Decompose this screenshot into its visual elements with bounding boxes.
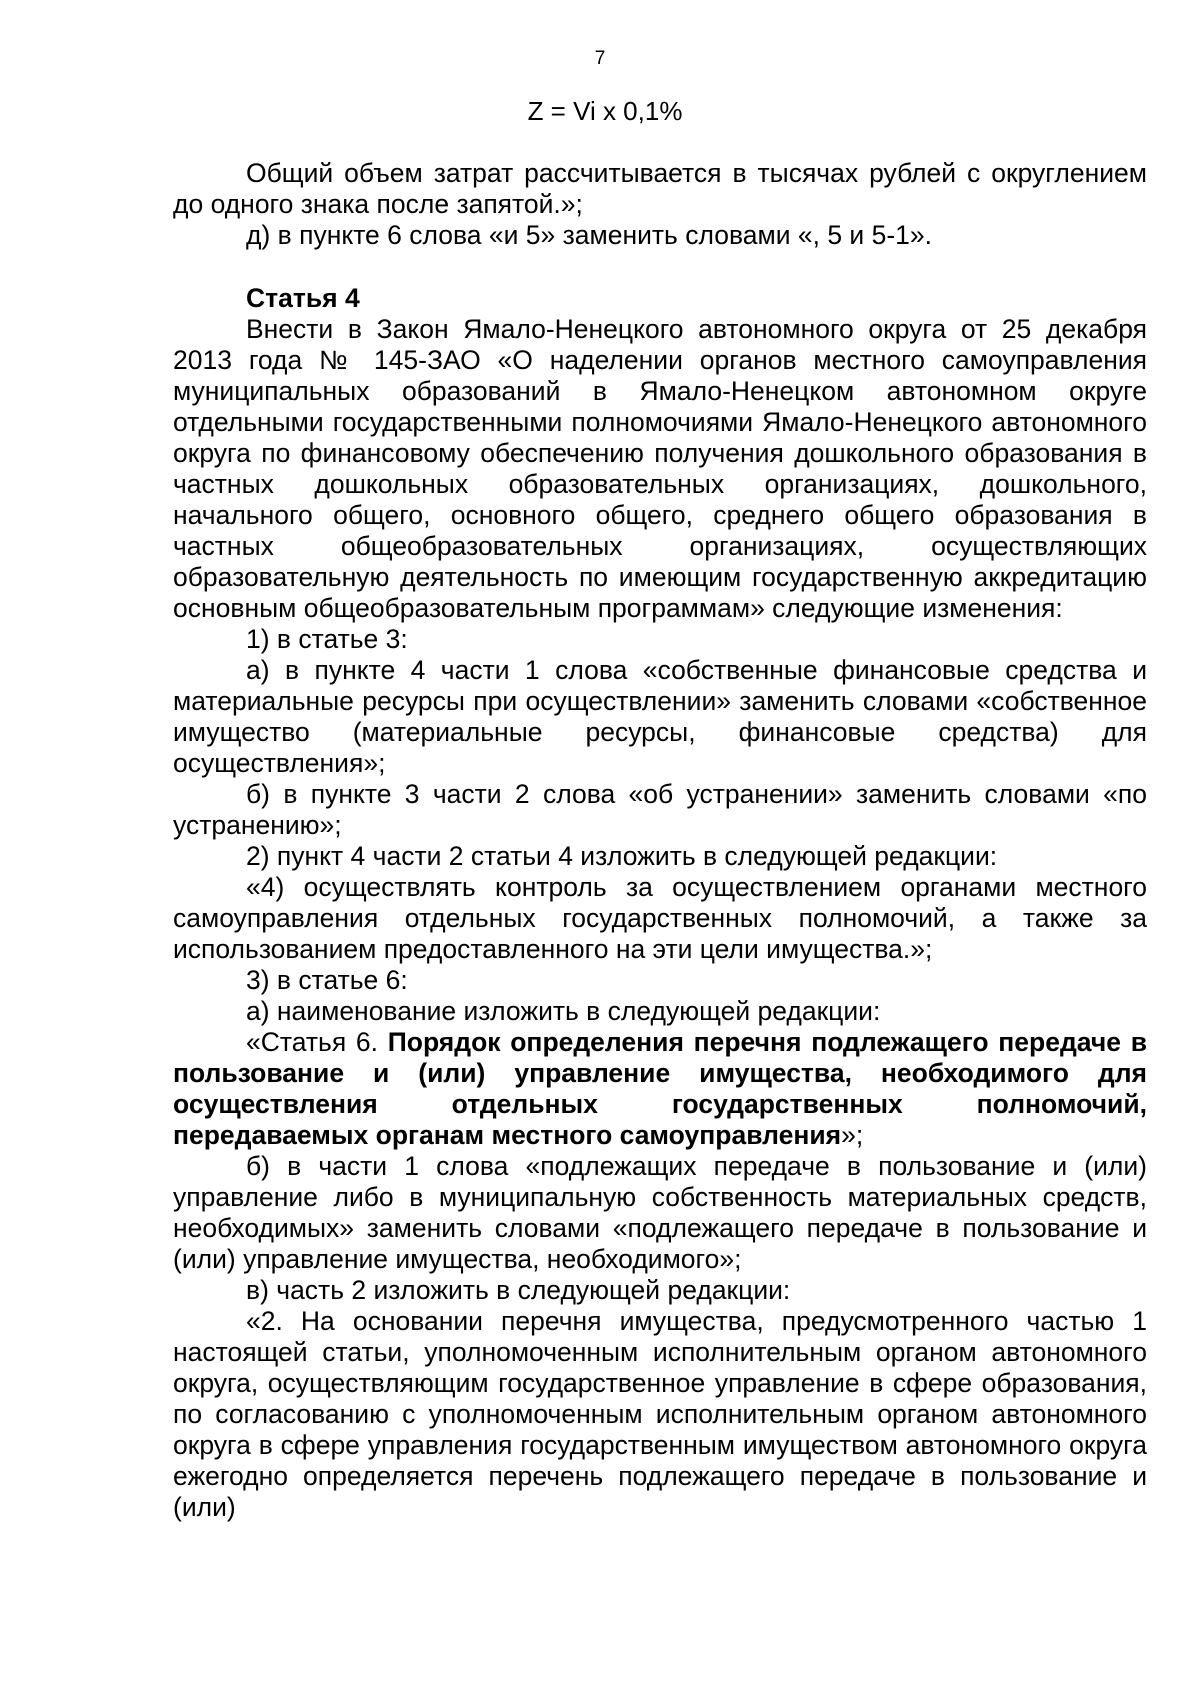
cost-formula: Z = Vi x 0,1% <box>527 96 683 126</box>
paragraph-item-3: 3) в статье 6: <box>246 965 408 995</box>
paragraph-cost-rounding: Общий объем затрат рассчитывается в тысячах рублей с округлением до одного знака после запятой.»; <box>173 158 1147 219</box>
paragraph-item-3v: в) часть 2 изложить в следующей редакции: <box>246 1275 791 1305</box>
paragraph-item-1b: б) в пункте 3 части 2 слова «об устранении» заменить словами «по устранению»; <box>173 779 1147 840</box>
paragraph-item-3b: б) в части 1 слова «подлежащих передаче в пользование и (или) управление либо в муниципальную собственность материальных средств, необходимых» заменить словами «подлежащего передаче в пользование и (или) управление имущества, необходимого»; <box>173 1151 1147 1274</box>
paragraph-item-3a: а) наименование изложить в следующей редакции: <box>246 996 881 1026</box>
document-body <box>173 158 1147 1523</box>
page-number: 7 <box>594 48 606 69</box>
article-6-prefix: «Статья 6. <box>246 1027 388 1057</box>
paragraph-item-1a: а) в пункте 4 части 1 слова «собственные финансовые средства и материальные ресурсы при осуществлении» заменить словами «собственное имущество (материальные ресурсы, финансовые средства) для осуществления»; <box>173 655 1147 778</box>
paragraph-article-6-title <box>173 1027 1147 1151</box>
paragraph-article-4-intro: Внести в Закон Ямало-Ненецкого автономного округа от 25 декабря 2013 года № 145-ЗАО «О наделении органов местного самоуправления муниципальных образований в Ямало-Ненецком автономном округе отдельными государственными полномочиями Ямало-Ненецкого автономного округа по финансовому обеспечению получения дошкольного образования в частных дошкольных образовательных организациях, дошкольного, начального общего, основного общего, среднего общего образования в частных общеобразовательных организациях, осуществляющих образовательную деятельность по имеющим государственную аккредитацию основным общеобразовательным программам» следующие изменения: <box>173 314 1147 623</box>
article-6-suffix: »; <box>841 1120 864 1150</box>
paragraph-item-1: 1) в статье 3: <box>246 624 408 654</box>
article-6-bold-title: Порядок определения перечня подлежащего передаче в пользование и (или) управление имущества, необходимого для осуществления отдельных государственных полномочий, передаваемых органам местного самоуправления <box>173 1027 1147 1150</box>
paragraph-item-2: 2) пункт 4 части 2 статьи 4 изложить в следующей редакции: <box>246 841 998 871</box>
paragraph-part-2-text: «2. На основании перечня имущества, предусмотренного частью 1 настоящей статьи, уполномоченным исполнительным органом автономного округа, осуществляющим государственное управление в сфере образования, по согласованию с уполномоченным исполнительным органом автономного округа в сфере управления государственным имуществом автономного округа ежегодно определяется перечень подлежащего передаче в пользование и (или) <box>173 1306 1147 1522</box>
paragraph-point-6-amendment: д) в пункте 6 слова «и 5» заменить словами «, 5 и 5-1». <box>246 220 932 250</box>
paragraph-item-2-text: «4) осуществлять контроль за осуществлением органами местного самоуправления отдельных государственных полномочий, а также за использованием предоставленного на эти цели имущества.»; <box>173 872 1147 964</box>
article-4-heading: Статья 4 <box>246 283 360 313</box>
